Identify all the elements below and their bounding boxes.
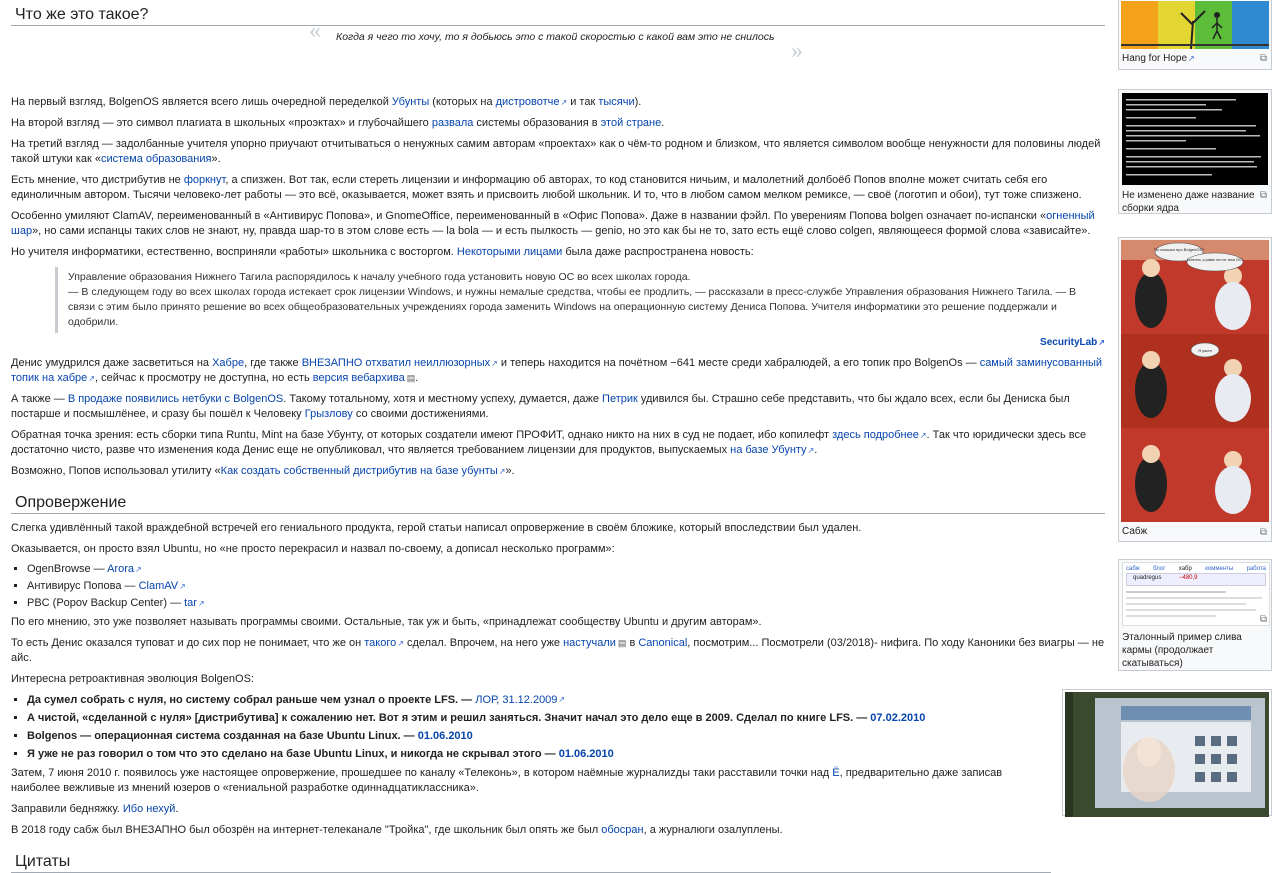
link-date-3[interactable]: 01.06.2010 xyxy=(558,748,614,760)
thumb-video xyxy=(1062,689,1272,816)
link-canonical[interactable]: Canonical xyxy=(638,637,688,649)
link-fireball[interactable]: огненный шар xyxy=(11,210,1095,237)
paragraph: По его мнению, это уже позволяет называть программы своими. Остальные, так уж и быть, «принадлежат сообществу Ubuntu и другим авторам». xyxy=(11,616,762,628)
paragraph: Слегка удивлённый такой враждебной встречей его гениального продукта, герой статьи написал опровержение в своём бложике, который впоследствии был удален. xyxy=(11,522,862,534)
list-item: ▪ Я уже не раз говорил о том что это сделано на базе Ubuntu Linux, и никогда не скрывал этого — 01.06.2010 xyxy=(27,745,1105,763)
thumb-hang-for-hope xyxy=(1118,0,1272,70)
enlarge-icon[interactable]: ⧉ xyxy=(1259,190,1267,201)
link-netbooks[interactable]: В продаже появились нетбуки с BolgenOS xyxy=(67,393,284,405)
paragraph: Возможно, Попов использовал утилиту «Как создать собственный дистрибутив на базе убунты ↗ ». xyxy=(11,464,1105,479)
link-ubuntu[interactable]: Убунты xyxy=(391,96,430,108)
link-reported[interactable]: настучали ▤ xyxy=(563,637,626,649)
paragraph: На третий взгляд — задолбанные учителя упорно приучают отчитываться о ненужных самим авторам «проектах» как о чём-то родном и близком, что является символом вообще ненужности для половины людей такой штуки как «система образования». xyxy=(11,138,1101,165)
link-ubuntu-based[interactable]: на базе Убунту ↗ xyxy=(730,444,814,456)
link-arora[interactable]: Arora ↗ xyxy=(107,563,142,575)
link-lor[interactable]: ЛОР, 31.12.2009 ↗ xyxy=(475,694,565,706)
link-webarchive[interactable]: версия вебархива ▤ xyxy=(313,372,416,384)
section-heading-what: Что же это такое? xyxy=(11,5,1105,26)
link-more-here[interactable]: здесь подробнее ↗ xyxy=(832,429,926,441)
link-such[interactable]: такого ↗ xyxy=(364,637,404,649)
link-most-downvoted[interactable]: самый заминусованный топик на хабре ↗ xyxy=(11,357,1102,384)
hang-for-hope-image[interactable] xyxy=(1121,1,1269,49)
quote-close-mark: » xyxy=(791,38,803,64)
paragraph: В 2018 году сабж был ВНЕЗАПНО был обозрён на интернет-телеканале "Тройка", где школьник был опять же был обосран, а журналюги озалуплены. xyxy=(11,824,783,836)
thumb-kernel xyxy=(1118,89,1272,214)
epigraph xyxy=(11,18,1105,64)
thumb-subject xyxy=(1118,237,1272,542)
video-still-image[interactable] xyxy=(1065,692,1269,817)
thumb-caption-kernel: Не изменено даже название сборки ядра xyxy=(1122,190,1255,214)
comic-bubble-1: Ты слышал про BolgenOS? xyxy=(1153,247,1205,252)
evolution-list xyxy=(11,691,1105,763)
paragraph: Но учителя информатики, естественно, восприняли «работы» школьника с восторгом. Некоторыми лицами была даже распространена новость: xyxy=(11,246,754,258)
list-item: ▪ Да сумел собрать с нуля, но систему собрал раньше чем узнал о проекте LFS. — ЛОР, 31.12.2009 ↗ xyxy=(27,691,1105,709)
link-distrowatch[interactable]: дистровотче ↗ xyxy=(496,96,568,108)
quote-source xyxy=(11,335,1105,350)
paragraph: Особенно умиляют ClamAV, переименованный в «Антивирус Попова», и GnomeOffice, переименованный в «Офис Попова». Даже в названии фэйл. По уверениям Попова bolgen означает по-испански «огненный шар», но сами испанцы таких слов не знают, ну, правда шар-то в этом слове есть — la bola — и есть пылкость — genio, но это как бы не то, зато есть ещё слово colgen, являющееся формой слова «зависайте». xyxy=(11,210,1095,237)
list-item: ▪ PBC (Popov Backup Center) — tar ↗ xyxy=(27,595,1105,612)
link-petrik[interactable]: Петрик xyxy=(602,393,638,405)
paragraph: Обратная точка зрения: есть сборки типа Runtu, Mint на базе Убунту, от которых создатели имеют ПРОФИТ, однако никто на них в суд не подает, ибо копилефт здесь подробнее ↗ . Так что юридически здесь все достаточно чисто, разве что изменения кода Денис еще не опубликовал, что является требованием лицензии для продуктов, выпускаемых на базе Убунту ↗ . xyxy=(11,428,1105,458)
link-collapse[interactable]: развала xyxy=(431,117,474,129)
thumb-caption-subject[interactable]: Сабж xyxy=(1122,526,1148,537)
list-item: ▪ OgenBrowse — Arora ↗ xyxy=(27,561,1105,578)
list-item: ▪ Антивирус Попова — ClamAV ↗ xyxy=(27,578,1105,595)
subject-comic-image[interactable] xyxy=(1121,240,1269,522)
link-securitylab[interactable]: SecurityLab ↗ xyxy=(1040,337,1105,348)
link-education-system[interactable]: система образования xyxy=(100,153,212,165)
link-date-1[interactable]: 07.02.2010 xyxy=(870,712,926,724)
enlarge-icon[interactable]: ⧉ xyxy=(1259,53,1267,64)
news-quote-line: — В следующем году во всех школах города истекает срок лицензии Windows, и нужны немалые средства, чтобы ее продлить, — рассказали в пресс-службе Управления образования Нижнего Тагила. — В связи с этим было принято решение во всех общеобразовательных учреждениях города заменить Windows на операционную систему Дениса Попова. Учителя информатики это решение поддержали и одобрили. xyxy=(68,286,1077,328)
link-gryzlov[interactable]: Грызлову xyxy=(304,408,353,420)
link-fork[interactable]: форкнут xyxy=(183,174,226,186)
news-quote-line: Управление образования Нижнего Тагила распорядилось к началу учебного года установить новую ОС во всех школах города. xyxy=(68,271,691,283)
article-content xyxy=(11,0,1105,873)
list-item: ▪ А чистой, «сделанной с нуля» [дистрибутива] к сожалению нет. Вот я этим и решил заняться. Значит начал это дело еще в 2009. Сделал по книге LFS. — 07.02.2010 xyxy=(27,709,1105,727)
comic-bubble-2: Конечно, а разве это не твоя ОС? xyxy=(1186,258,1244,262)
link-this-country[interactable]: этой стране xyxy=(600,117,662,129)
paragraph: То есть Денис оказался туповат и до сих пор не понимает, что же он такого ↗ сделал. Впрочем, на него уже настучали ▤ в Canonical, посмотрим... Посмотрели (03/2018)- нифига. По ходу Каноники без виагры — не айс. xyxy=(11,636,1105,666)
thumb-caption-karma: Эталонный пример слива кармы (продолжает скатываться) xyxy=(1122,632,1242,669)
thumb-karma xyxy=(1118,559,1272,671)
link-ibo[interactable]: Ибо нехуй xyxy=(122,803,176,815)
link-create-distro[interactable]: Как создать собственный дистрибутив на базе убунты ↗ xyxy=(221,465,506,477)
karma-user: quadregus xyxy=(1133,575,1162,581)
link-got-real[interactable]: отхватил неиллюзорных ↗ xyxy=(365,357,497,369)
paragraph: На первый взгляд, BolgenOS является всего лишь очередной переделкой Убунты (которых на дистровотче ↗ и так тысячи). xyxy=(11,95,1105,110)
enlarge-icon[interactable]: ⧉ xyxy=(1259,527,1267,538)
paragraph: Интересна ретроактивная эволюция BolgenOS: xyxy=(11,673,254,685)
link-crapped[interactable]: обосран xyxy=(601,824,644,836)
link-date-2[interactable]: 01.06.2010 xyxy=(417,730,473,742)
list-item: ▪ Bolgenos — операционная система созданная на базе Ubuntu Linux. — 01.06.2010 xyxy=(27,727,1105,745)
section-heading-refutation: Опровержение xyxy=(11,493,1105,514)
paragraph: Денис умудрился даже засветиться на Хабре, где также ВНЕЗАПНО отхватил неиллюзорных ↗ и теперь находится на почётном −641 месте среди хабралюдей, а его топик про BolgenOs — самый заминусованный топик на хабре ↗ , сейчас к просмотру не доступна, но есть версия вебархива ▤ . xyxy=(11,356,1105,386)
paragraph: А также — В продаже появились нетбуки с BolgenOS. Такому тотальному, хотя и местному успеху, думается, даже Петрик удивился бы. Страшно себе представить, что бы ждало всех, если бы Дениска был постарше и посмышлёнее, и сразу бы пошёл к Человеку Грызлову со своими достижениями. xyxy=(11,393,1070,420)
karma-score: −480,9 xyxy=(1179,575,1198,581)
karma-screenshot[interactable]: сабж блог хабр комменты работа quadregus −480,9 xyxy=(1122,562,1270,626)
comic-bubble-3: Я ушел xyxy=(1198,348,1212,353)
link-clamav[interactable]: ClamAV ↗ xyxy=(139,580,186,592)
section-heading-quotes: Цитаты xyxy=(11,852,1051,873)
link-habr[interactable]: Хабре xyxy=(212,357,245,369)
kernel-terminal-image[interactable] xyxy=(1122,93,1268,185)
news-quote xyxy=(55,267,1105,333)
paragraph: Оказывается, он просто взял Ubuntu, но «не просто перекрасил и назвал по-своему, а дописал несколько программ»: xyxy=(11,543,615,555)
link-tar[interactable]: tar ↗ xyxy=(184,597,205,609)
link-yo[interactable]: Ё xyxy=(832,767,840,779)
link-thousands[interactable]: тысячи xyxy=(598,96,635,108)
paragraph: Заправили бедняжку. Ибо нехуй. xyxy=(11,803,179,815)
epigraph-text: Когда я чего то хочу, то я добьюсь это с такой скоростью с какой вам это не снилось xyxy=(336,31,775,43)
thumb-caption-hang[interactable]: Hang for Hope ↗ xyxy=(1119,52,1198,65)
paragraph: Затем, 7 июня 2010 г. появилось уже настоящее опровержение, прошедшее по каналу «Телеконь», в котором наёмные журналиzды таки расставили точки над Ё, предварительно даже записав наиболее вежливые из мнений юзеров о «гениальной разработке одиннадцатиклассника». xyxy=(11,767,1003,794)
program-list xyxy=(11,561,1105,612)
link-some-persons[interactable]: Некоторыми лицами xyxy=(456,246,563,258)
paragraph: Есть мнение, что дистрибутив не форкнут, а спизжен. Вот так, если стереть лицензии и информацию об авторах, то код становится ничьим, и малолетний долбоёб Попов вполне может считать себя его единоличным автором. Тысячи человеко-лет работы — это всё, оказывается, может взять и присвоить любой школьник. И то, что в любом самом мелком ремиксе, — своё (логотип и обои), тут тоже спизжено. xyxy=(11,174,1082,201)
link-suddenly[interactable]: ВНЕЗАПНО xyxy=(301,357,363,369)
enlarge-icon[interactable]: ⧉ xyxy=(1259,614,1267,625)
paragraph: На второй взгляд — это символ плагиата в школьных «проэктах» и глубочайшего развала системы образования в этой стране. xyxy=(11,117,665,129)
quote-open-mark: « xyxy=(309,18,321,44)
